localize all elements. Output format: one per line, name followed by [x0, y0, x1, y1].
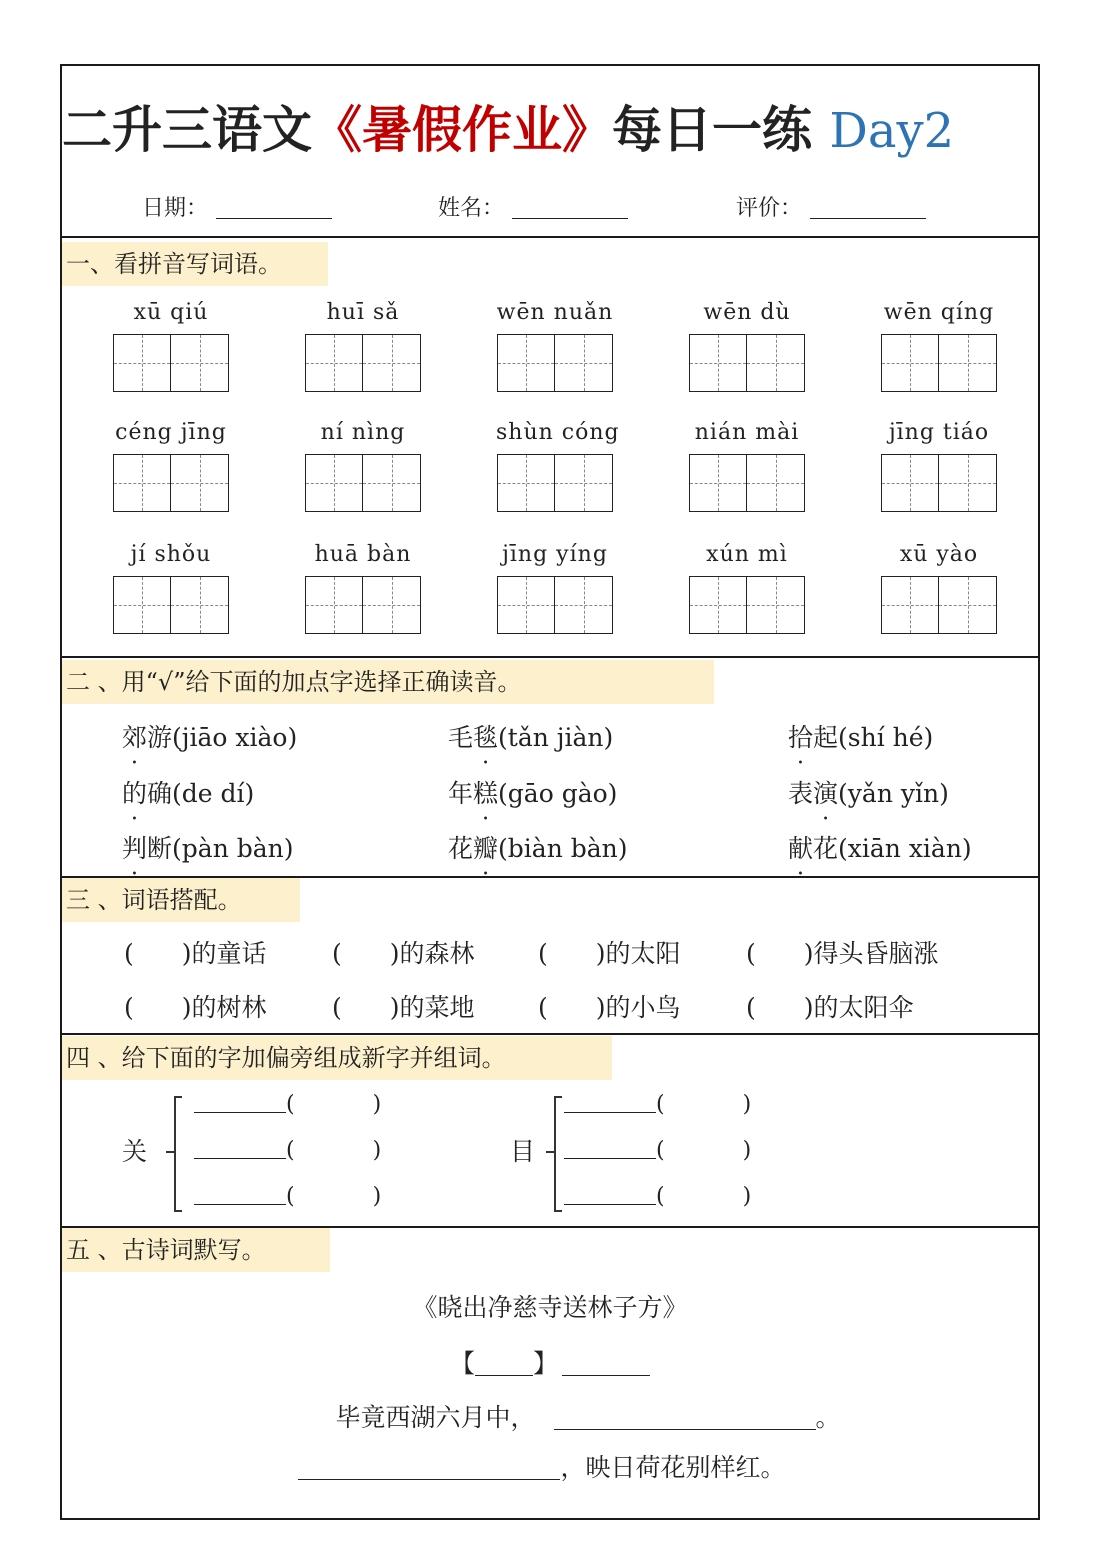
tian-grid-box[interactable] [881, 334, 939, 392]
reading-item[interactable] [448, 829, 628, 865]
open-paren: ( [332, 993, 342, 1022]
close-paren: ) [389, 939, 400, 968]
open-paren: ( [656, 1184, 665, 1209]
writing-boxes [496, 576, 614, 634]
open-paren: ( [538, 939, 548, 968]
pinyin-cell [688, 418, 806, 512]
poem-line2-text: ，映日荷花别样红。 [560, 1453, 786, 1482]
dotted-char: 瓣 [473, 834, 499, 863]
new-char-blank[interactable] [194, 1088, 286, 1113]
writing-boxes [688, 576, 806, 634]
pinyin-cell [496, 298, 614, 392]
dotted-char: 演 [813, 779, 839, 808]
matching-text: 的童话 [191, 939, 267, 968]
dotted-char: 郊 [122, 723, 148, 752]
new-char-blank[interactable] [564, 1134, 656, 1159]
word-char: 确 [147, 779, 173, 808]
writing-boxes [880, 334, 998, 392]
pinyin-cell [304, 298, 422, 392]
radical-row [564, 1134, 751, 1163]
tian-grid-box[interactable] [305, 334, 363, 392]
rating-field [736, 191, 926, 222]
dotted-char: 糕 [473, 779, 499, 808]
tian-grid-box[interactable] [363, 576, 421, 634]
pinyin-cell [496, 418, 620, 512]
open-paren: ( [332, 939, 342, 968]
pinyin-label: jí shǒu [130, 542, 212, 567]
matching-item [538, 988, 681, 1024]
dotted-char: 判 [122, 834, 148, 863]
writing-boxes [880, 454, 998, 512]
writing-boxes [496, 334, 614, 392]
pinyin-label: jīng yíng [502, 542, 608, 567]
pinyin-cell [880, 540, 998, 634]
tian-grid-box[interactable] [363, 454, 421, 512]
tian-grid-box[interactable] [497, 334, 555, 392]
writing-boxes [496, 454, 614, 512]
close-paren: ) [181, 993, 192, 1022]
tian-grid-box[interactable] [555, 334, 613, 392]
name-blank[interactable] [512, 196, 628, 219]
title-highlight: 《暑假作业》 [312, 101, 612, 159]
matching-text: 的树林 [191, 993, 267, 1022]
reading-item[interactable] [788, 774, 949, 810]
close-paren: ) [389, 993, 400, 1022]
pinyin-label: nián mài [694, 420, 800, 445]
new-char-blank[interactable] [194, 1180, 286, 1205]
word-char: 年 [448, 779, 474, 808]
word-char: 起 [813, 723, 839, 752]
new-char-blank[interactable] [564, 1088, 656, 1113]
pinyin-options: (yǎn yǐn) [838, 779, 949, 808]
matching-item [538, 934, 681, 970]
matching-item [746, 988, 914, 1024]
pinyin-options: (jiāo xiào) [172, 723, 298, 752]
tian-grid-box[interactable] [881, 576, 939, 634]
tian-grid-box[interactable] [305, 454, 363, 512]
rating-blank[interactable] [810, 196, 926, 219]
divider [62, 656, 1038, 658]
bracket-open: 【 [449, 1349, 475, 1378]
word-char: 断 [147, 834, 173, 863]
tian-grid-box[interactable] [689, 576, 747, 634]
open-paren: ( [286, 1138, 295, 1163]
close-paren: ) [595, 939, 606, 968]
divider [62, 236, 1038, 238]
tian-grid-box[interactable] [113, 576, 171, 634]
pinyin-cell [688, 298, 806, 392]
writing-boxes [304, 576, 422, 634]
poem-line-1 [100, 1398, 1076, 1434]
section1-heading: 一、看拼音写词语。 [62, 242, 328, 286]
close-paren: ) [742, 1138, 752, 1163]
date-label: 日期： [142, 196, 209, 221]
pinyin-options: (pàn bàn) [172, 834, 294, 863]
radical-row [194, 1134, 381, 1163]
tian-grid-box[interactable] [305, 576, 363, 634]
dotted-char: 的 [122, 779, 148, 808]
close-paren: ) [181, 939, 192, 968]
pinyin-label: wēn nuǎn [496, 300, 614, 325]
tian-grid-box[interactable] [939, 454, 997, 512]
reading-item[interactable] [788, 718, 933, 754]
section5-heading: 五 、古诗词默写。 [62, 1228, 330, 1272]
pinyin-cell [880, 298, 998, 392]
base-character: 目 [510, 1137, 536, 1166]
writing-boxes [112, 454, 230, 512]
matching-text: 的小鸟 [605, 993, 681, 1022]
tian-grid-box[interactable] [113, 454, 171, 512]
pinyin-label: wēn qíng [883, 300, 995, 325]
open-paren: ( [746, 993, 756, 1022]
poem-line-2 [54, 1448, 1030, 1484]
brace [554, 1096, 562, 1212]
date-blank[interactable] [216, 196, 332, 219]
close-paren: ) [372, 1092, 382, 1117]
poem-title: 《晓出净慈寺送林子方》 [412, 1293, 688, 1322]
matching-text: 得头昏脑涨 [813, 939, 939, 968]
pinyin-cell [496, 540, 614, 634]
tian-grid-box[interactable] [113, 334, 171, 392]
tian-grid-box[interactable] [171, 334, 229, 392]
open-paren: ( [286, 1184, 295, 1209]
open-paren: ( [538, 993, 548, 1022]
reading-item[interactable] [122, 829, 294, 865]
radical-row [564, 1088, 751, 1117]
pinyin-options: (shí hé) [838, 723, 934, 752]
pinyin-cell [688, 540, 806, 634]
tian-grid-box[interactable] [363, 334, 421, 392]
radical-row [194, 1088, 381, 1117]
dotted-char: 毯 [473, 723, 499, 752]
day-label: Day2 [829, 103, 955, 159]
pinyin-label: wēn dù [703, 300, 791, 325]
tian-grid-box[interactable] [747, 454, 805, 512]
matching-text: 的森林 [399, 939, 475, 968]
name-field [438, 191, 628, 222]
close-paren: ) [372, 1138, 382, 1163]
word-char: 花 [813, 834, 839, 863]
reading-item[interactable] [788, 829, 972, 865]
brace [174, 1096, 182, 1212]
pinyin-options: (tǎn jiàn) [498, 723, 614, 752]
close-paren: ) [742, 1092, 752, 1117]
pinyin-label: huī sǎ [326, 300, 400, 325]
matching-text: 的太阳伞 [813, 993, 914, 1022]
matching-item [332, 934, 475, 970]
word-char: 游 [147, 723, 173, 752]
matching-text: 的太阳 [605, 939, 681, 968]
new-char-blank[interactable] [194, 1134, 286, 1159]
name-label: 姓名： [438, 196, 505, 221]
pinyin-cell [112, 540, 230, 634]
reading-item[interactable] [448, 718, 613, 754]
reading-item[interactable] [448, 774, 617, 810]
pinyin-label: xū qiú [133, 300, 209, 325]
word-char: 表 [788, 779, 814, 808]
open-paren: ( [286, 1092, 295, 1117]
close-paren: ) [595, 993, 606, 1022]
close-paren: ) [803, 993, 814, 1022]
title-prefix: 二升三语文 [62, 101, 312, 159]
pinyin-options: (gāo gào) [498, 779, 618, 808]
tian-grid-box[interactable] [881, 454, 939, 512]
matching-item [332, 988, 475, 1024]
word-char: 花 [448, 834, 474, 863]
section3-heading: 三 、词语搭配。 [62, 878, 300, 922]
pinyin-options: (biàn bàn) [498, 834, 628, 863]
rating-label: 评价： [736, 196, 803, 221]
tian-grid-box[interactable] [939, 334, 997, 392]
tian-grid-box[interactable] [171, 576, 229, 634]
reading-item[interactable] [122, 774, 254, 810]
dynasty-blank[interactable] [475, 1353, 533, 1376]
writing-boxes [112, 576, 230, 634]
pinyin-options: (de dí) [172, 779, 255, 808]
tian-grid-box[interactable] [555, 576, 613, 634]
poem-author-line [62, 1344, 1038, 1380]
close-paren: ) [742, 1184, 752, 1209]
date-field [142, 191, 332, 222]
matching-item [746, 934, 939, 970]
tian-grid-box[interactable] [747, 576, 805, 634]
writing-boxes [112, 334, 230, 392]
radical-row [194, 1180, 381, 1209]
writing-boxes [304, 454, 422, 512]
pinyin-label: céng jīng [115, 420, 227, 445]
section4-heading: 四 、给下面的字加偏旁组成新字并组词。 [62, 1036, 612, 1080]
divider [62, 1033, 1038, 1035]
poem-line1-text: 毕竟西湖六月中， [335, 1403, 536, 1432]
tian-grid-box[interactable] [497, 576, 555, 634]
open-paren: ( [656, 1092, 665, 1117]
open-paren: ( [124, 939, 134, 968]
pinyin-cell [112, 418, 230, 512]
pinyin-label: huā bàn [314, 542, 412, 567]
reading-item[interactable] [122, 718, 297, 754]
open-paren: ( [656, 1138, 665, 1163]
tian-grid-box[interactable] [689, 454, 747, 512]
pinyin-cell [304, 418, 422, 512]
dotted-char: 献 [788, 834, 814, 863]
worksheet-title [62, 90, 1038, 170]
pinyin-label: shùn cóng [496, 420, 620, 445]
open-paren: ( [124, 993, 134, 1022]
matching-item [124, 934, 267, 970]
poem-line2-blank[interactable] [298, 1457, 560, 1480]
matching-item [124, 988, 267, 1024]
pinyin-cell [880, 418, 998, 512]
radical-row [564, 1180, 751, 1209]
dotted-char: 拾 [788, 723, 814, 752]
pinyin-label: xún mì [706, 542, 788, 567]
open-paren: ( [746, 939, 756, 968]
tian-grid-box[interactable] [689, 334, 747, 392]
tian-grid-box[interactable] [555, 454, 613, 512]
new-char-blank[interactable] [564, 1180, 656, 1205]
tian-grid-box[interactable] [747, 334, 805, 392]
tian-grid-box[interactable] [171, 454, 229, 512]
word-char: 毛 [448, 723, 474, 752]
writing-boxes [304, 334, 422, 392]
title-suffix: 每日一练 [612, 101, 812, 159]
matching-text: 的菜地 [399, 993, 475, 1022]
close-paren: ) [803, 939, 814, 968]
pinyin-label: ní nìng [320, 420, 406, 445]
author-blank[interactable] [562, 1353, 650, 1376]
bracket-close: 】 [533, 1349, 559, 1378]
tian-grid-box[interactable] [939, 576, 997, 634]
poem-line1-end: 。 [815, 1403, 841, 1432]
worksheet-frame [60, 64, 1040, 1520]
pinyin-cell [112, 298, 230, 392]
brace-tick [546, 1151, 554, 1153]
base-character: 关 [122, 1137, 148, 1166]
pinyin-label: jīng tiáo [888, 420, 990, 445]
tian-grid-box[interactable] [497, 454, 555, 512]
writing-boxes [688, 334, 806, 392]
section2-heading: 二 、用“√”给下面的加点字选择正确读音。 [62, 660, 714, 704]
pinyin-label: xū yào [899, 542, 979, 567]
pinyin-cell [304, 540, 422, 634]
writing-boxes [688, 454, 806, 512]
brace-tick [166, 1151, 174, 1153]
writing-boxes [880, 576, 998, 634]
poem-line1-blank[interactable] [554, 1407, 816, 1430]
close-paren: ) [372, 1184, 382, 1209]
pinyin-options: (xiān xiàn) [838, 834, 972, 863]
